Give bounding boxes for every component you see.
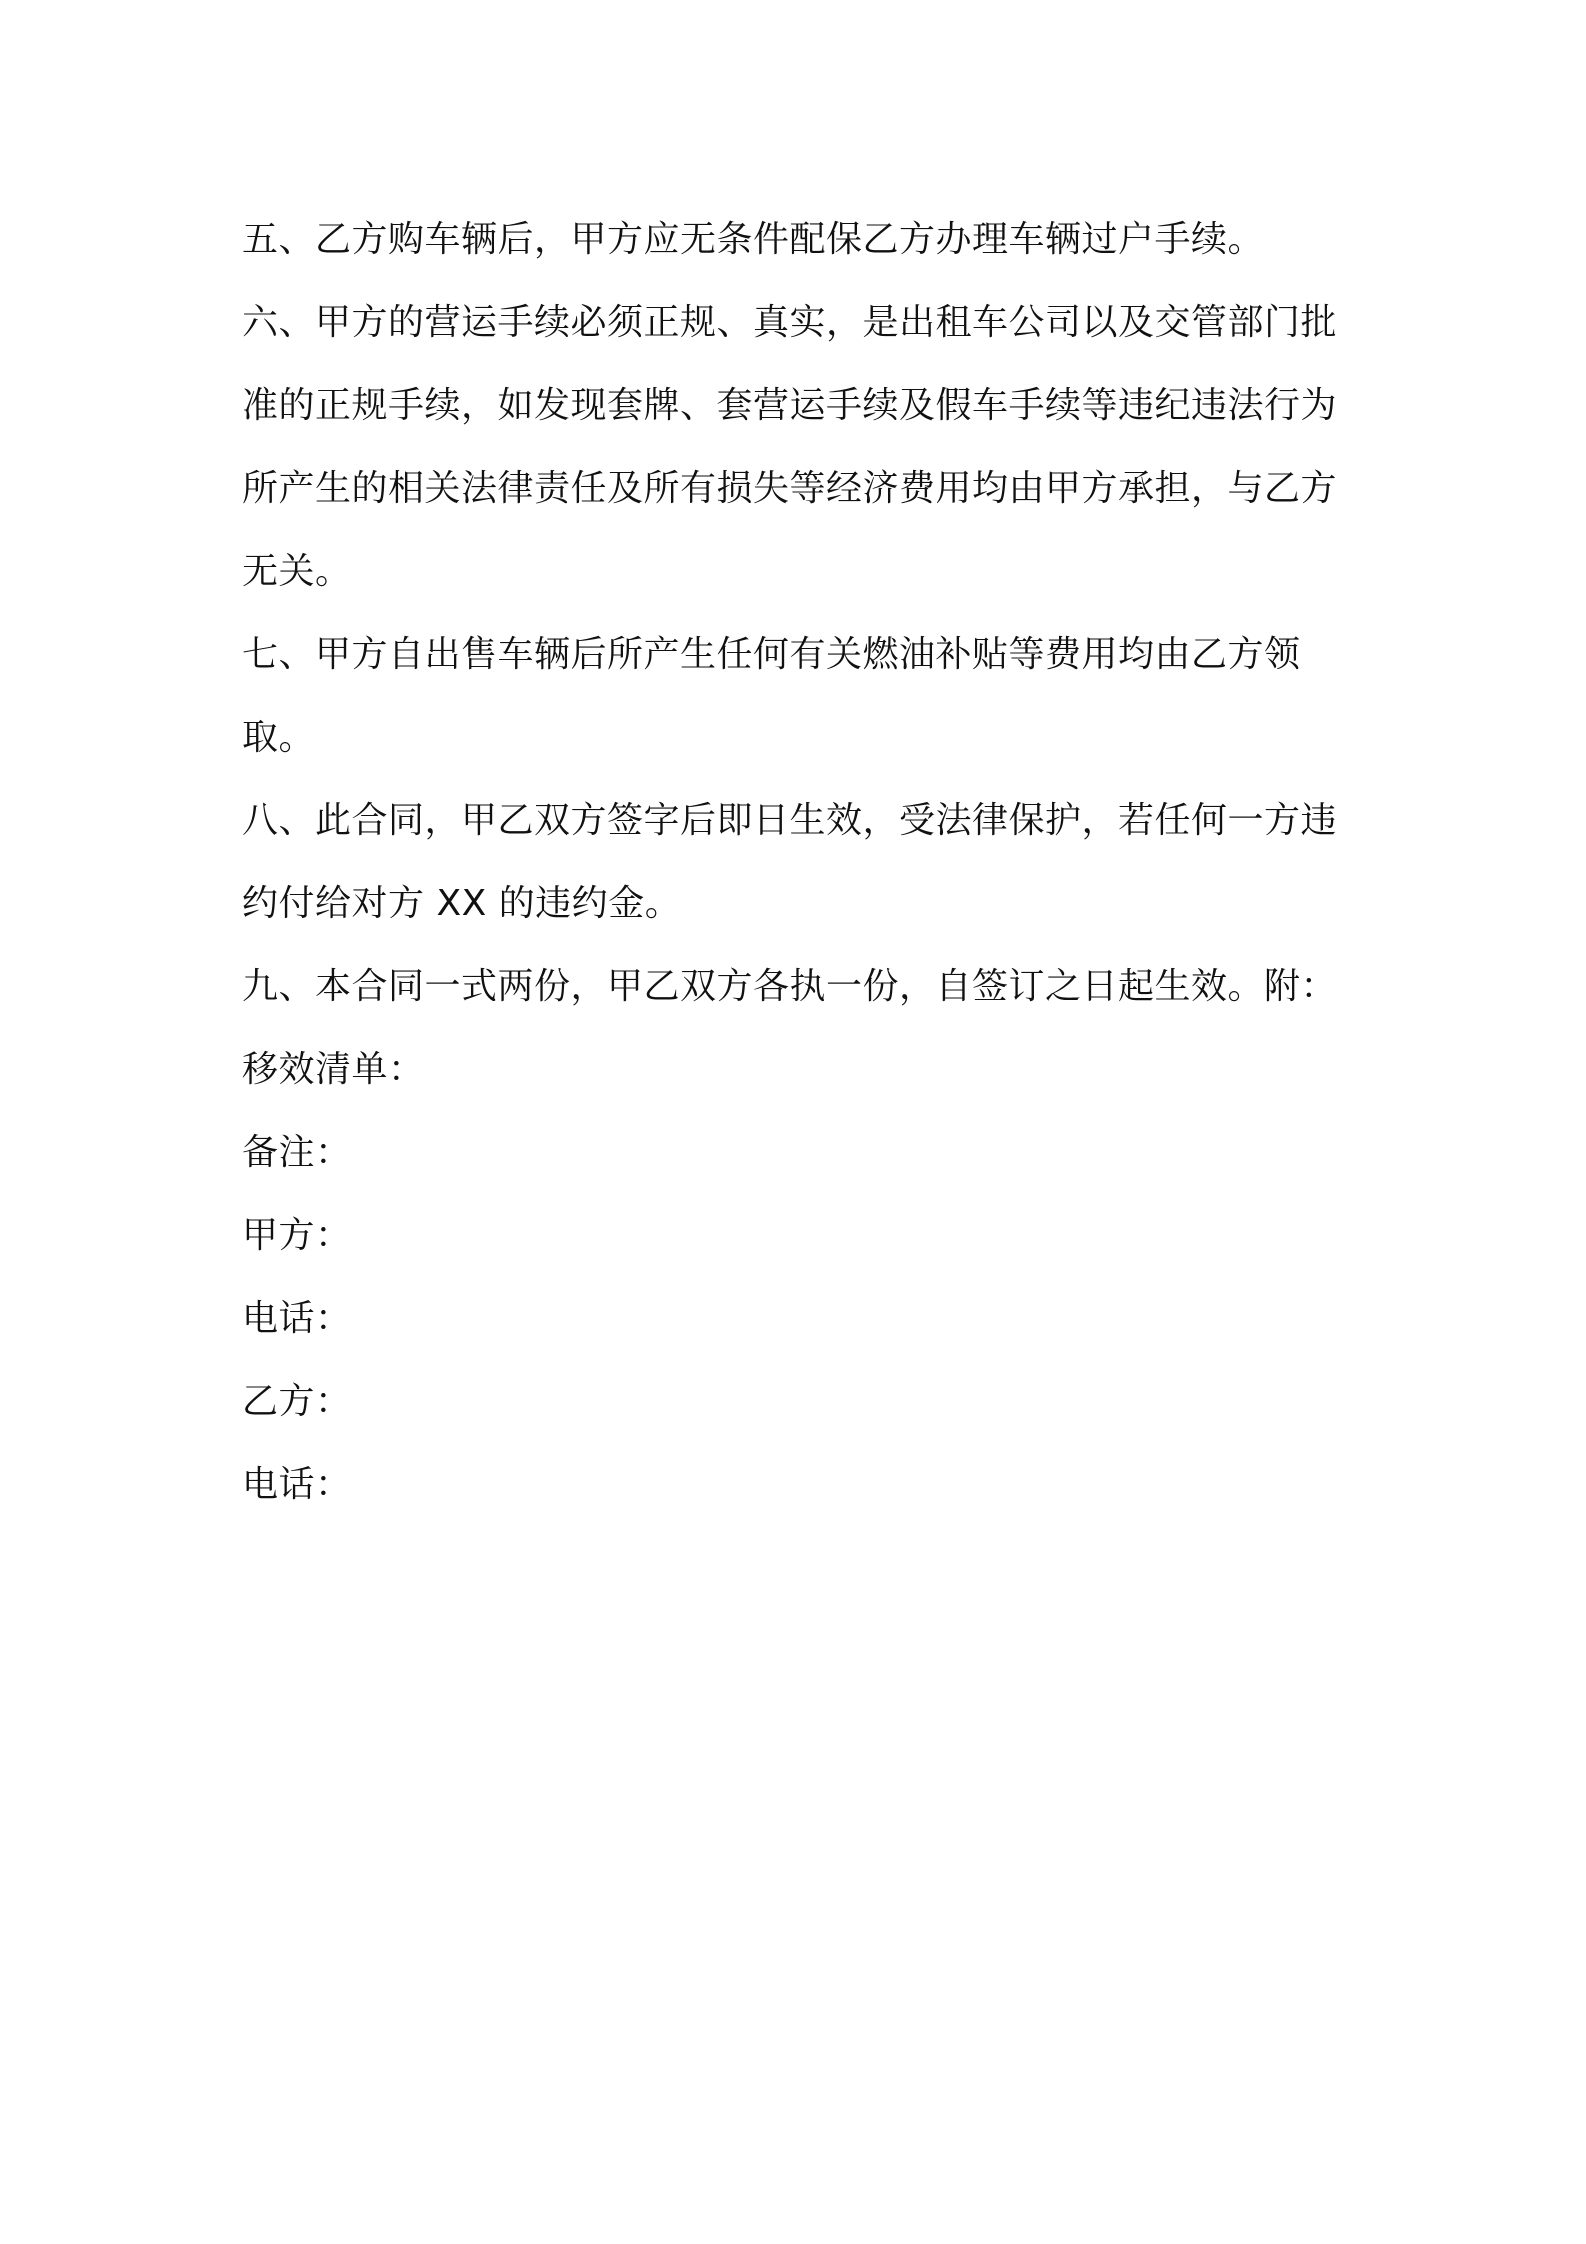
clause-8: 八、此合同，甲乙双方签字后即日生效，受法律保护，若任何一方违约付给对方 XX 的违约金。: [242, 800, 1338, 924]
clause-9: 九、本合同一式两份，甲乙双方各执一份，自签订之日起生效。附：: [242, 966, 1338, 1007]
phone-b-label: 电话：: [242, 1464, 352, 1505]
party-a-label: 甲方：: [242, 1215, 352, 1256]
document-body: [242, 198, 1372, 1526]
clause-5: 五、乙方购车辆后，甲方应无条件配保乙方办理车辆过户手续。: [242, 219, 1265, 260]
party-b-label: 乙方：: [242, 1381, 352, 1422]
remarks-label: 备注：: [242, 1132, 352, 1173]
clause-6: 六、甲方的营运手续必须正规、真实，是出租车公司以及交管部门批准的正规手续，如发现套牌、套营运手续及假车手续等违纪违法行为所产生的相关法律责任及所有损失等经济费用均由甲方承担，与乙方无关。: [242, 302, 1338, 592]
clause-7: 七、甲方自出售车辆后所产生任何有关燃油补贴等费用均由乙方领取。: [242, 634, 1301, 758]
checklist-label: 移效清单：: [242, 1049, 425, 1090]
phone-a-label: 电话：: [242, 1298, 352, 1339]
